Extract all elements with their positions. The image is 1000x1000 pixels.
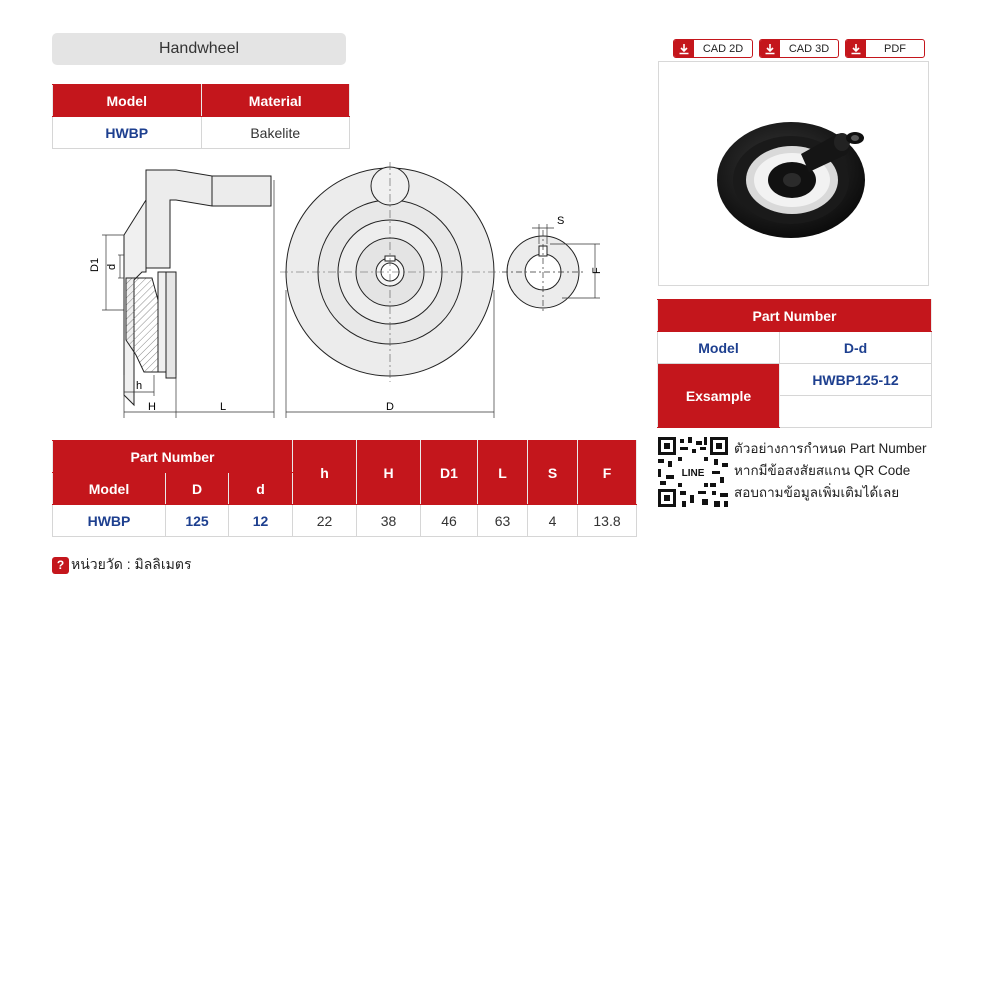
header-D1: D1: [421, 441, 478, 505]
dim-label-d: d: [106, 263, 118, 270]
cell-D1: 46: [421, 505, 478, 537]
dim-label-H: H: [148, 401, 156, 413]
cell-model: HWBP: [53, 117, 202, 149]
cell-d: 12: [229, 505, 293, 537]
cell-model: HWBP: [53, 505, 166, 537]
dim-label-S: S: [557, 215, 565, 227]
line-contact-text: [734, 438, 926, 504]
product-photo: [658, 61, 929, 286]
side-view: [124, 170, 271, 405]
spec-table: [52, 440, 637, 537]
header-material: Material: [201, 85, 350, 117]
header-part-number: Part Number: [53, 441, 293, 473]
pdf-button[interactable]: [845, 39, 925, 58]
header-part-number: Part Number: [658, 300, 932, 332]
cad-3d-label: CAD 3D: [788, 42, 830, 55]
cell-h: 22: [293, 505, 357, 537]
download-icon: [846, 40, 866, 57]
download-icon: [674, 40, 694, 57]
line-text-1: ตัวอย่างการกำหนด Part Number: [734, 441, 927, 456]
header-F: F: [578, 441, 637, 505]
dim-label-L: L: [220, 401, 227, 413]
material-table: [52, 84, 350, 149]
header-d: d: [229, 473, 293, 505]
example-label: Exsample: [658, 364, 780, 428]
header-S: S: [528, 441, 578, 505]
line-text-3: สอบถามข้อมูลเพิ่มเติมได้เลย: [734, 485, 900, 500]
dim-label-D: D: [386, 401, 394, 413]
line-qr-code[interactable]: [658, 437, 728, 507]
pdf-label: PDF: [884, 42, 906, 55]
header-L: L: [478, 441, 528, 505]
table-row: [53, 505, 637, 537]
technical-drawing: [80, 160, 615, 425]
cell-H: 38: [357, 505, 421, 537]
header-D: D: [166, 473, 229, 505]
part-number-table: [657, 299, 932, 428]
help-icon: ?: [52, 557, 69, 574]
header-model: Model: [53, 85, 202, 117]
handwheel-image: [659, 62, 928, 285]
example-blank: [780, 396, 932, 428]
cell-S: 4: [528, 505, 578, 537]
cad-2d-label: CAD 2D: [702, 42, 744, 55]
example-value: HWBP125-12: [780, 364, 932, 396]
unit-note-text: หน่วยวัด : มิลลิเมตร: [71, 556, 192, 572]
cell-model-label: Model: [658, 332, 780, 364]
download-buttons: [673, 39, 925, 58]
header-model: Model: [53, 473, 166, 505]
header-H: H: [357, 441, 421, 505]
page-title: Handwheel: [52, 33, 346, 65]
dim-label-D1: D1: [89, 257, 101, 272]
download-icon: [760, 40, 780, 57]
line-text-2: หากมีข้อสงสัยสแกน QR Code: [734, 463, 911, 478]
cad-2d-button[interactable]: [673, 39, 753, 58]
header-h: h: [293, 441, 357, 505]
dim-label-F: F: [591, 267, 603, 274]
qr-line-label: LINE: [681, 468, 705, 479]
cad-3d-button[interactable]: [759, 39, 839, 58]
cell-F: 13.8: [578, 505, 637, 537]
unit-note: [52, 554, 192, 576]
cell-d-d-label: D-d: [780, 332, 932, 364]
dim-label-h: h: [136, 380, 143, 392]
cell-material: Bakelite: [201, 117, 350, 149]
cell-L: 63: [478, 505, 528, 537]
cell-D: 125: [166, 505, 229, 537]
